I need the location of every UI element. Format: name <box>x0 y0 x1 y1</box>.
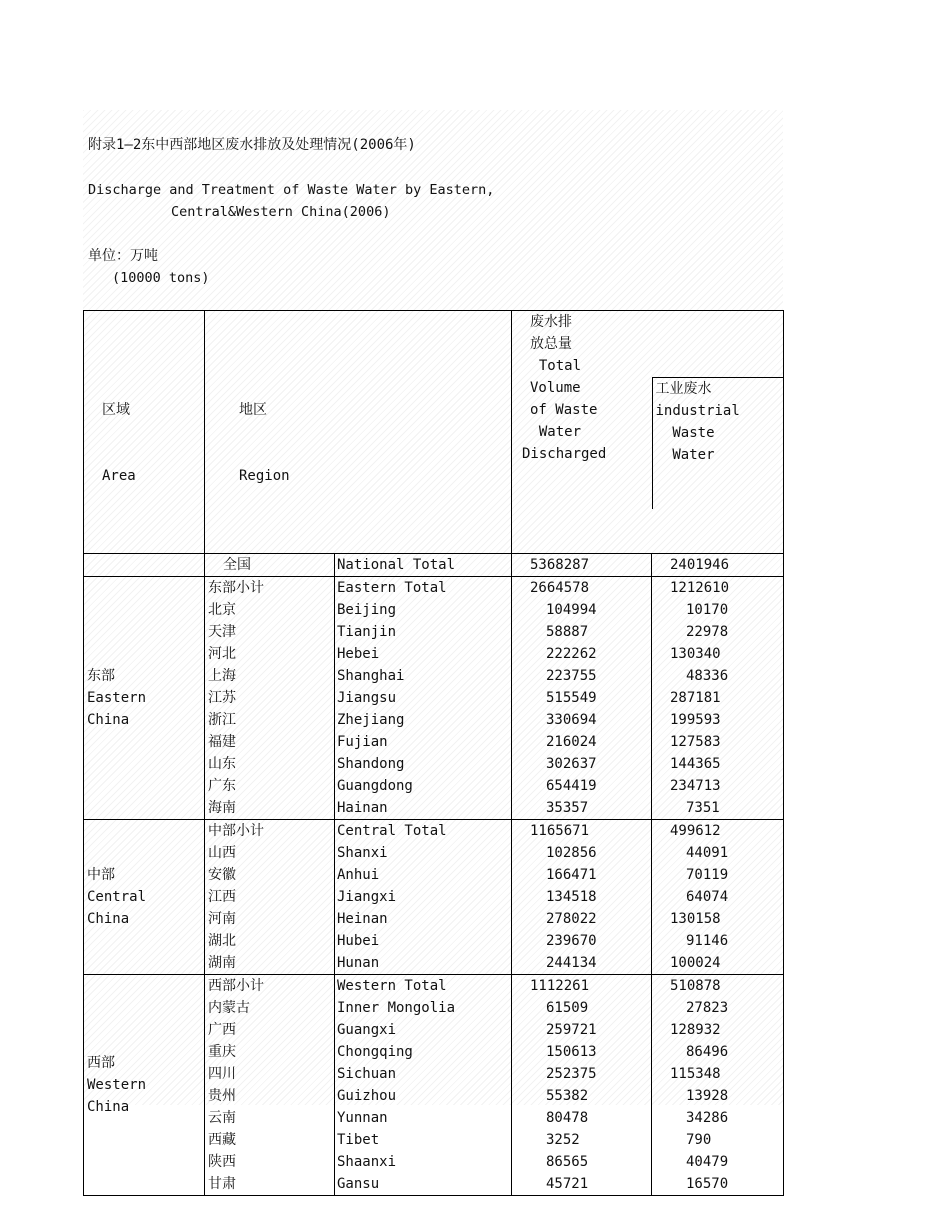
total-cell: 223755 <box>512 665 652 687</box>
region-cn-cell: 浙江 <box>205 709 335 731</box>
total-cell: 86565 <box>512 1151 652 1173</box>
region-en-cell: Guangxi <box>335 1019 512 1041</box>
total-cell: 515549 <box>512 687 652 709</box>
region-en-cell: Beijing <box>335 599 512 621</box>
industrial-cell: 115348 <box>652 1063 784 1085</box>
total-cell: 150613 <box>512 1041 652 1063</box>
total-cell: 55382 <box>512 1085 652 1107</box>
region-en-cell: Heinan <box>335 908 512 930</box>
table-row-national <box>84 554 784 577</box>
area-label-line: 东部 <box>87 668 115 684</box>
table-row-subtotal <box>84 577 784 600</box>
industrial-cell: 27823 <box>652 997 784 1019</box>
region-cn-cell: 海南 <box>205 797 335 820</box>
region-cn-cell: 中部小计 <box>205 820 335 843</box>
header-industrial-box <box>652 377 784 509</box>
header-total-line: 放总量 <box>530 336 572 352</box>
industrial-cell: 34286 <box>652 1107 784 1129</box>
col_industrial-line: Water <box>655 447 715 463</box>
header-total-line: Discharged <box>522 446 607 462</box>
industrial-cell: 40479 <box>652 1151 784 1173</box>
industrial-cell: 2401946 <box>652 554 784 577</box>
header-total-line: Total <box>522 358 582 374</box>
industrial-cell: 48336 <box>652 665 784 687</box>
region-en-cell: Tibet <box>335 1129 512 1151</box>
total-cell: 45721 <box>512 1173 652 1196</box>
region-en-cell: Hubei <box>335 930 512 952</box>
area-label-line: Western <box>87 1077 147 1093</box>
region-en-cell: National Total <box>335 554 512 577</box>
unit-label-cn: 单位：万吨 <box>88 248 158 264</box>
total-cell: 259721 <box>512 1019 652 1041</box>
industrial-cell: 70119 <box>652 864 784 886</box>
table-row-subtotal <box>84 820 784 843</box>
region-cn-cell: 重庆 <box>205 1041 335 1063</box>
total-cell: 252375 <box>512 1063 652 1085</box>
col_industrial-line: Waste <box>655 425 715 441</box>
total-cell: 278022 <box>512 908 652 930</box>
region-cn-cell: 广东 <box>205 775 335 797</box>
industrial-cell: 64074 <box>652 886 784 908</box>
region-cn-cell: 全国 <box>205 554 335 577</box>
col_industrial-line: industrial <box>655 403 740 419</box>
header-region <box>205 311 512 554</box>
industrial-cell: 10170 <box>652 599 784 621</box>
area-label-line: China <box>87 1099 130 1115</box>
total-cell: 654419 <box>512 775 652 797</box>
industrial-cell: 790 <box>652 1129 784 1151</box>
header-total-line: Water <box>522 424 582 440</box>
industrial-cell: 199593 <box>652 709 784 731</box>
area-cell <box>84 820 205 975</box>
region-cn-cell: 安徽 <box>205 864 335 886</box>
total-cell: 35357 <box>512 797 652 820</box>
region-cn-cell: 贵州 <box>205 1085 335 1107</box>
region-en-cell: Central Total <box>335 820 512 843</box>
total-cell: 1112261 <box>512 975 652 998</box>
region-en-cell: Zhejiang <box>335 709 512 731</box>
industrial-cell: 144365 <box>652 753 784 775</box>
area-cell-empty <box>84 554 205 577</box>
region-cn-cell: 上海 <box>205 665 335 687</box>
industrial-cell: 128932 <box>652 1019 784 1041</box>
region-cn-cell: 西部小计 <box>205 975 335 998</box>
region-cn-cell: 陕西 <box>205 1151 335 1173</box>
region-cn-cell: 湖南 <box>205 952 335 975</box>
region-en-cell: Jiangsu <box>335 687 512 709</box>
page-title: 附录1—2东中西部地区废水排放及处理情况(2006年) <box>88 137 416 153</box>
area-label-line: Central <box>87 889 147 905</box>
industrial-cell: 16570 <box>652 1173 784 1196</box>
area-cell <box>84 577 205 820</box>
region-cn-cell: 河北 <box>205 643 335 665</box>
industrial-cell: 510878 <box>652 975 784 998</box>
industrial-cell: 287181 <box>652 687 784 709</box>
region-en-cell: Gansu <box>335 1173 512 1196</box>
industrial-cell: 44091 <box>652 842 784 864</box>
header-area <box>84 311 205 554</box>
region-cn-cell: 山西 <box>205 842 335 864</box>
region-en-cell: Jiangxi <box>335 886 512 908</box>
area-label-line: Eastern <box>87 690 147 706</box>
region-en-cell: Shaanxi <box>335 1151 512 1173</box>
area-label-line: 西部 <box>87 1055 115 1071</box>
total-cell: 102856 <box>512 842 652 864</box>
total-cell: 330694 <box>512 709 652 731</box>
header-region-en: Region <box>239 468 290 484</box>
header-region-cn: 地区 <box>239 402 267 418</box>
total-cell: 222262 <box>512 643 652 665</box>
industrial-cell: 86496 <box>652 1041 784 1063</box>
region-cn-cell: 内蒙古 <box>205 997 335 1019</box>
region-cn-cell: 北京 <box>205 599 335 621</box>
header-total-line: 废水排 <box>530 314 572 330</box>
region-en-cell: Chongqing <box>335 1041 512 1063</box>
header-area-en: Area <box>102 468 136 484</box>
total-cell: 166471 <box>512 864 652 886</box>
region-cn-cell: 云南 <box>205 1107 335 1129</box>
region-en-cell: Shandong <box>335 753 512 775</box>
region-cn-cell: 江西 <box>205 886 335 908</box>
table-row-subtotal <box>84 975 784 998</box>
region-cn-cell: 天津 <box>205 621 335 643</box>
industrial-cell: 13928 <box>652 1085 784 1107</box>
header-total-line: Volume <box>530 380 581 396</box>
area-label-line: China <box>87 712 130 728</box>
industrial-cell: 1212610 <box>652 577 784 600</box>
region-cn-cell: 山东 <box>205 753 335 775</box>
area-label-line: China <box>87 911 130 927</box>
total-cell: 80478 <box>512 1107 652 1129</box>
industrial-cell: 22978 <box>652 621 784 643</box>
region-cn-cell: 河南 <box>205 908 335 930</box>
total-cell: 2664578 <box>512 577 652 600</box>
region-en-cell: Eastern Total <box>335 577 512 600</box>
region-cn-cell: 东部小计 <box>205 577 335 600</box>
header-total-line: of Waste <box>530 402 598 418</box>
total-cell: 3252 <box>512 1129 652 1151</box>
region-en-cell: Fujian <box>335 731 512 753</box>
region-cn-cell: 甘肃 <box>205 1173 335 1196</box>
total-cell: 5368287 <box>512 554 652 577</box>
header-total <box>512 311 652 554</box>
unit-label-en: (10000 tons) <box>112 270 210 286</box>
area-label-line: 中部 <box>87 867 115 883</box>
region-cn-cell: 湖北 <box>205 930 335 952</box>
total-cell: 134518 <box>512 886 652 908</box>
industrial-cell: 100024 <box>652 952 784 975</box>
total-cell: 104994 <box>512 599 652 621</box>
region-en-cell: Hainan <box>335 797 512 820</box>
region-cn-cell: 四川 <box>205 1063 335 1085</box>
region-cn-cell: 江苏 <box>205 687 335 709</box>
industrial-cell: 130340 <box>652 643 784 665</box>
region-cn-cell: 西藏 <box>205 1129 335 1151</box>
region-en-cell: Hunan <box>335 952 512 975</box>
total-cell: 61509 <box>512 997 652 1019</box>
region-en-cell: Tianjin <box>335 621 512 643</box>
region-cn-cell: 福建 <box>205 731 335 753</box>
industrial-cell: 234713 <box>652 775 784 797</box>
region-en-cell: Yunnan <box>335 1107 512 1129</box>
region-cn-cell: 广西 <box>205 1019 335 1041</box>
total-cell: 244134 <box>512 952 652 975</box>
english-title-line-1: Discharge and Treatment of Waste Water by Eastern, <box>88 182 495 198</box>
header-industrial <box>652 311 784 554</box>
industrial-cell: 499612 <box>652 820 784 843</box>
region-en-cell: Western Total <box>335 975 512 998</box>
region-en-cell: Sichuan <box>335 1063 512 1085</box>
total-cell: 1165671 <box>512 820 652 843</box>
total-cell: 239670 <box>512 930 652 952</box>
col_industrial-line: 工业废水 <box>655 381 712 397</box>
region-en-cell: Inner Mongolia <box>335 997 512 1019</box>
header-area-cn: 区域 <box>102 402 130 418</box>
area-cell <box>84 975 205 1196</box>
region-en-cell: Hebei <box>335 643 512 665</box>
industrial-cell: 127583 <box>652 731 784 753</box>
region-en-cell: Shanghai <box>335 665 512 687</box>
region-en-cell: Shanxi <box>335 842 512 864</box>
region-en-cell: Guizhou <box>335 1085 512 1107</box>
total-cell: 216024 <box>512 731 652 753</box>
waste-water-table <box>83 310 784 1196</box>
industrial-cell: 91146 <box>652 930 784 952</box>
industrial-cell: 130158 <box>652 908 784 930</box>
english-title-line-2: Central&Western China(2006) <box>171 204 391 220</box>
region-en-cell: Anhui <box>335 864 512 886</box>
total-cell: 58887 <box>512 621 652 643</box>
region-en-cell: Guangdong <box>335 775 512 797</box>
industrial-cell: 7351 <box>652 797 784 820</box>
total-cell: 302637 <box>512 753 652 775</box>
